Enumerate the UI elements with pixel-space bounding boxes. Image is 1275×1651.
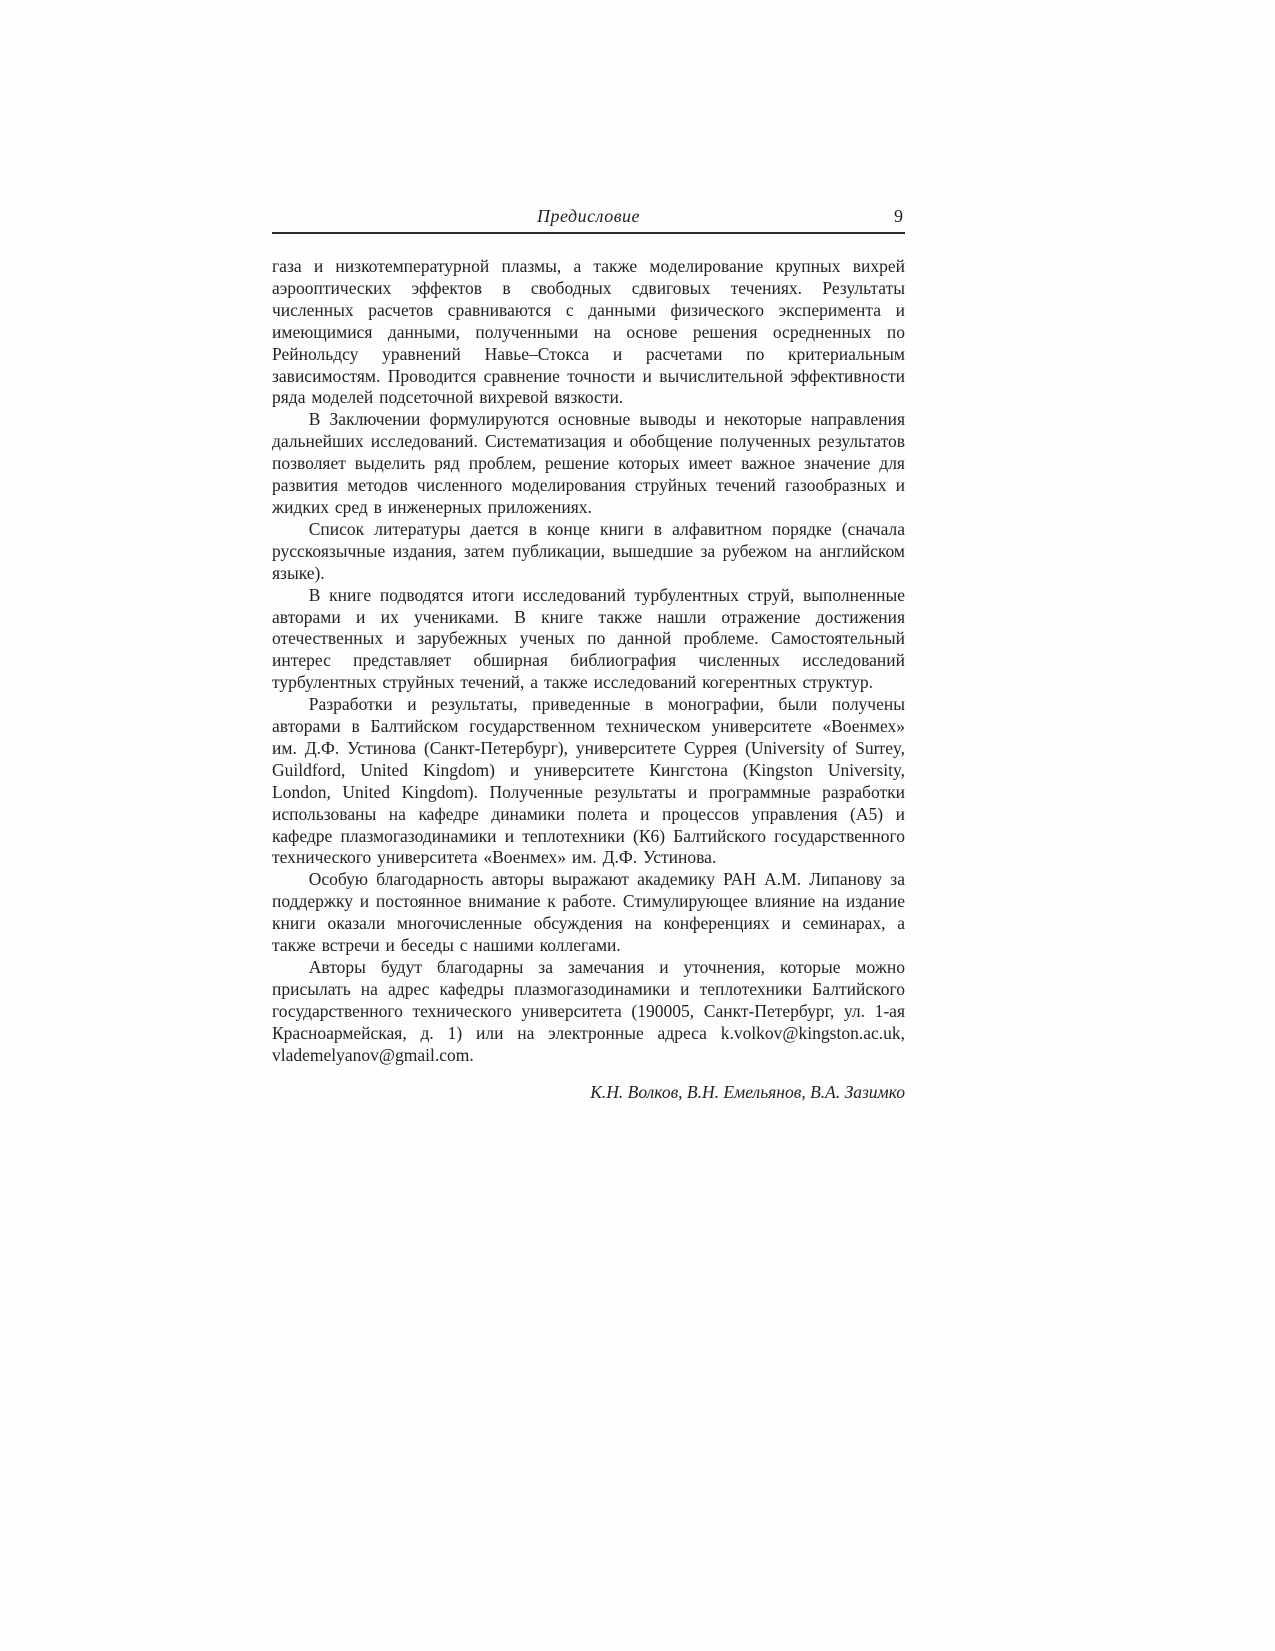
running-header-title: Предисловие	[536, 206, 640, 226]
authors-signature: К.Н. Волков, В.Н. Емельянов, В.А. Зазимко	[590, 1081, 905, 1102]
body-text	[272, 256, 905, 1067]
paragraph-5: Разработки и результаты, приведенные в монографии, были получены авторами в Балтийском государственном техническом университете «Военмех» им. Д.Ф. Устинова (Санкт-Петербург), университете Суррея (University of Surrey, Guildford, United Kingdom) и университете Кингстона (Kingston University, London, United Kingdom). Полученные результаты и программные разработки использованы на кафедре динамики полета и процессов управления (А5) и кафедре плазмогазодинамики и теплотехники (К6) Балтийского государственного технического университета «Военмех» им. Д.Ф. Устинова.	[272, 694, 905, 868]
paragraph-4: В книге подводятся итоги исследований турбулентных струй, выполненные авторами и их учениками. В книге также нашли отражение достижения отечественных и зарубежных ученых по данной проблеме. Самостоятельный интерес представляет обширная библиография численных исследований турбулентных струйных течений, а также исследований когерентных структур.	[272, 584, 905, 693]
header-rule	[272, 232, 905, 234]
running-header	[272, 204, 905, 228]
paragraph-3: Список литературы дается в конце книги в алфавитном порядке (сначала русскоязычные издания, затем публикации, вышедшие за рубежом на английском языке).	[272, 518, 905, 583]
paragraph-1: газа и низкотемпературной плазмы, а также моделирование крупных вихрей аэрооптических эффектов в свободных сдвиговых течениях. Результаты численных расчетов сравниваются с данными физического эксперимента и имеющимися данными, полученными на основе решения осредненных по Рейнольдсу уравнений Навье–Стокса и расчетами по критериальным зависимостям. Проводится сравнение точности и вычислительной эффективности ряда моделей подсеточной вихревой вязкости.	[272, 256, 905, 408]
page-number: 9	[894, 206, 903, 226]
paragraph-2: В Заключении формулируются основные выводы и некоторые направления дальнейших исследований. Систематизация и обобщение полученных результатов позволяет выделить ряд проблем, решение которых имеет важное значение для развития методов численного моделирования струйных течений газообразных и жидких сред в инженерных приложениях.	[272, 409, 905, 517]
paragraph-7: Авторы будут благодарны за замечания и уточнения, которые можно присылать на адрес кафедры плазмогазодинамики и теплотехники Балтийского государственного технического университета (190005, Санкт-Петербург, ул. 1-ая Красноармейская, д. 1) или на электронные адреса k.volkov@kingston.ac.uk, vlademelyanov@gmail.com.	[272, 957, 905, 1065]
page-content	[272, 204, 905, 1103]
paragraph-6: Особую благодарность авторы выражают академику РАН А.М. Липанову за поддержку и постоянное внимание к работе. Стимулирующее влияние на издание книги оказали многочисленные обсуждения на конференциях и семинарах, а также встречи и беседы с нашими коллегами.	[272, 869, 905, 956]
